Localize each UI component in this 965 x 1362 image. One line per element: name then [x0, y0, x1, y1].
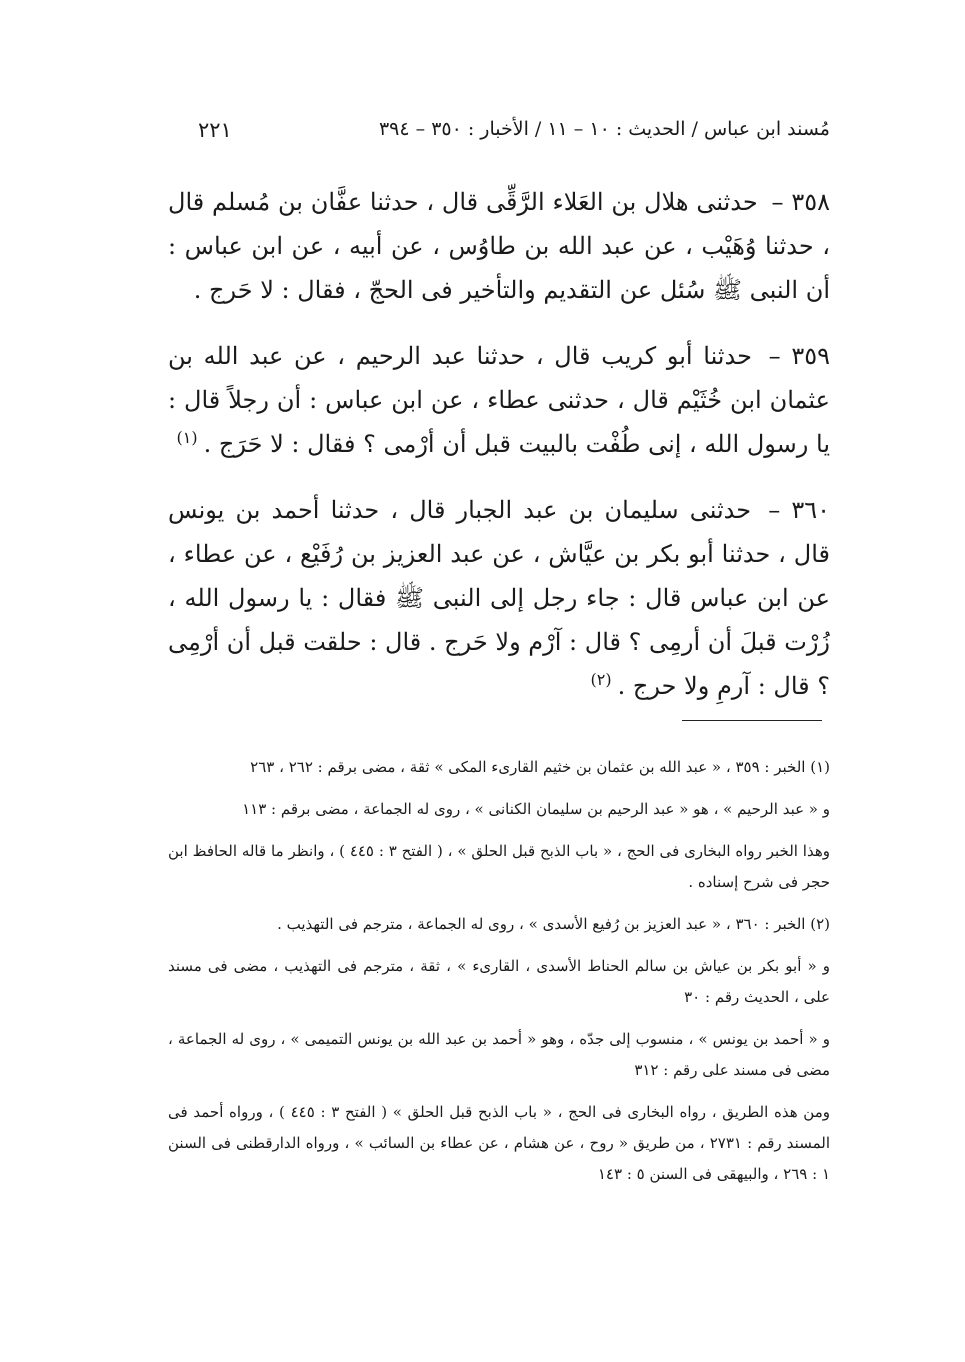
- footnote-marker: (١): [176, 428, 198, 447]
- hadith-number: ٣٦٠ –: [768, 496, 830, 524]
- hadith-358: [168, 180, 830, 312]
- page-header: [168, 118, 830, 152]
- footnote-paragraph: و « أبو بكر بن عياش بن سالم الحناط الأسدى ، القارىء » ، ثقة ، مترجم فى التهذيب ، مضى فى مسند على ، الحديث رقم : ٣٠: [168, 957, 830, 1006]
- hadith-360: [168, 488, 830, 708]
- hadith-text: حدثنى سليمان بن عبد الجبار قال ، حدثنا أحمد بن يونس قال ، حدثنا أبو بكر بن عيَّاش ، عن عبد العزيز بن رُفَيْع ، عن عطاء ، عن ابن عباس قال : جاء رجل إلى النبى ﷺ فقال : يا رسول الله ، زُرْت قبلَ أن أرمِى ؟ قال : آرْم ولا حَرج . قال : حلقت قبل أن أرْمِى ؟ قال : آرمِ ولا حرج .: [168, 496, 830, 700]
- hadith-number: ٣٥٨ –: [771, 188, 830, 216]
- main-text: [168, 180, 830, 730]
- hadith-359: [168, 334, 830, 466]
- running-title: مُسند ابن عباس / الحديث : ١٠ – ١١ / الأخبار : ٣٥٠ – ٣٩٤: [378, 118, 830, 140]
- footnote-paragraph: وهذا الخبر رواه البخارى فى الحج ، « باب الذبح قبل الحلق » ، ( الفتح ٣ : ٤٤٥ ) ، وانظر ما قاله الحافظ ابن حجر فى شرح إسناده .: [168, 842, 830, 891]
- footnote-marker: (٢): [590, 670, 612, 689]
- footnote-paragraph: (١) الخبر : ٣٥٩ ، « عبد الله بن عثمان بن خثيم القارىء المكى » ثقة ، مضى برقم : ٢٦٢ ، ٢٦٣: [250, 758, 830, 776]
- footnote-divider: [682, 720, 822, 721]
- footnote-paragraph: ومن هذه الطريق ، رواه البخارى فى الحج ، « باب الذبح قبل الحلق » ( الفتح ٣ : ٤٤٥ ) ، ورواه أحمد فى المسند رقم : ٢٧٣١ ، من طريق « روح ، عن هشام ، عن عطاء بن السائب » ، ورواه الدارقطنى فى السنن ١ : ٢٦٩ ، والبيهقى فى السنن ٥ : ١٤٣: [168, 1103, 831, 1183]
- page-number: ٢٢١: [198, 118, 232, 142]
- footnotes: [168, 752, 830, 1201]
- hadith-text: حدثنى هلال بن العَلاء الرَّقِّى قال ، حدثنا عفَّان بن مُسلم قال ، حدثنا وُهَيْب ، عن عبد الله بن طاوُس ، عن أبيه ، عن ابن عباس : أن النبى ﷺ سُئل عن التقديم والتأخير فى الحجّ ، فقال : لا حَرج .: [168, 188, 830, 304]
- hadith-number: ٣٥٩ –: [768, 342, 830, 370]
- hadith-text: حدثنا أبو كريب قال ، حدثنا عبد الرحيم ، عن عبد الله بن عثمان ابن خُثَيْم قال ، حدثنى عطاء ، عن ابن عباس : أن رجلاً قال : يا رسول الله ، إنى طُفْت بالبيت قبل أن أرْمى ؟ فقال : لا حَرَج .: [168, 342, 830, 458]
- footnote-paragraph: (٢) الخبر : ٣٦٠ ، « عبد العزيز بن رُفيع الأسدى » ، روى له الجماعة ، مترجم فى التهذيب .: [277, 915, 830, 933]
- footnote-paragraph: و « عبد الرحيم » ، هو « عبد الرحيم بن سليمان الكنانى » ، روى له الجماعة ، مضى برقم : ١١٣: [242, 800, 830, 818]
- footnote-paragraph: و « أحمد بن يونس » ، منسوب إلى جدّه ، وهو « أحمد بن عبد الله بن يونس التميمى » ، روى له الجماعة ، مضى فى مسند على رقم : ٣١٢: [168, 1030, 830, 1079]
